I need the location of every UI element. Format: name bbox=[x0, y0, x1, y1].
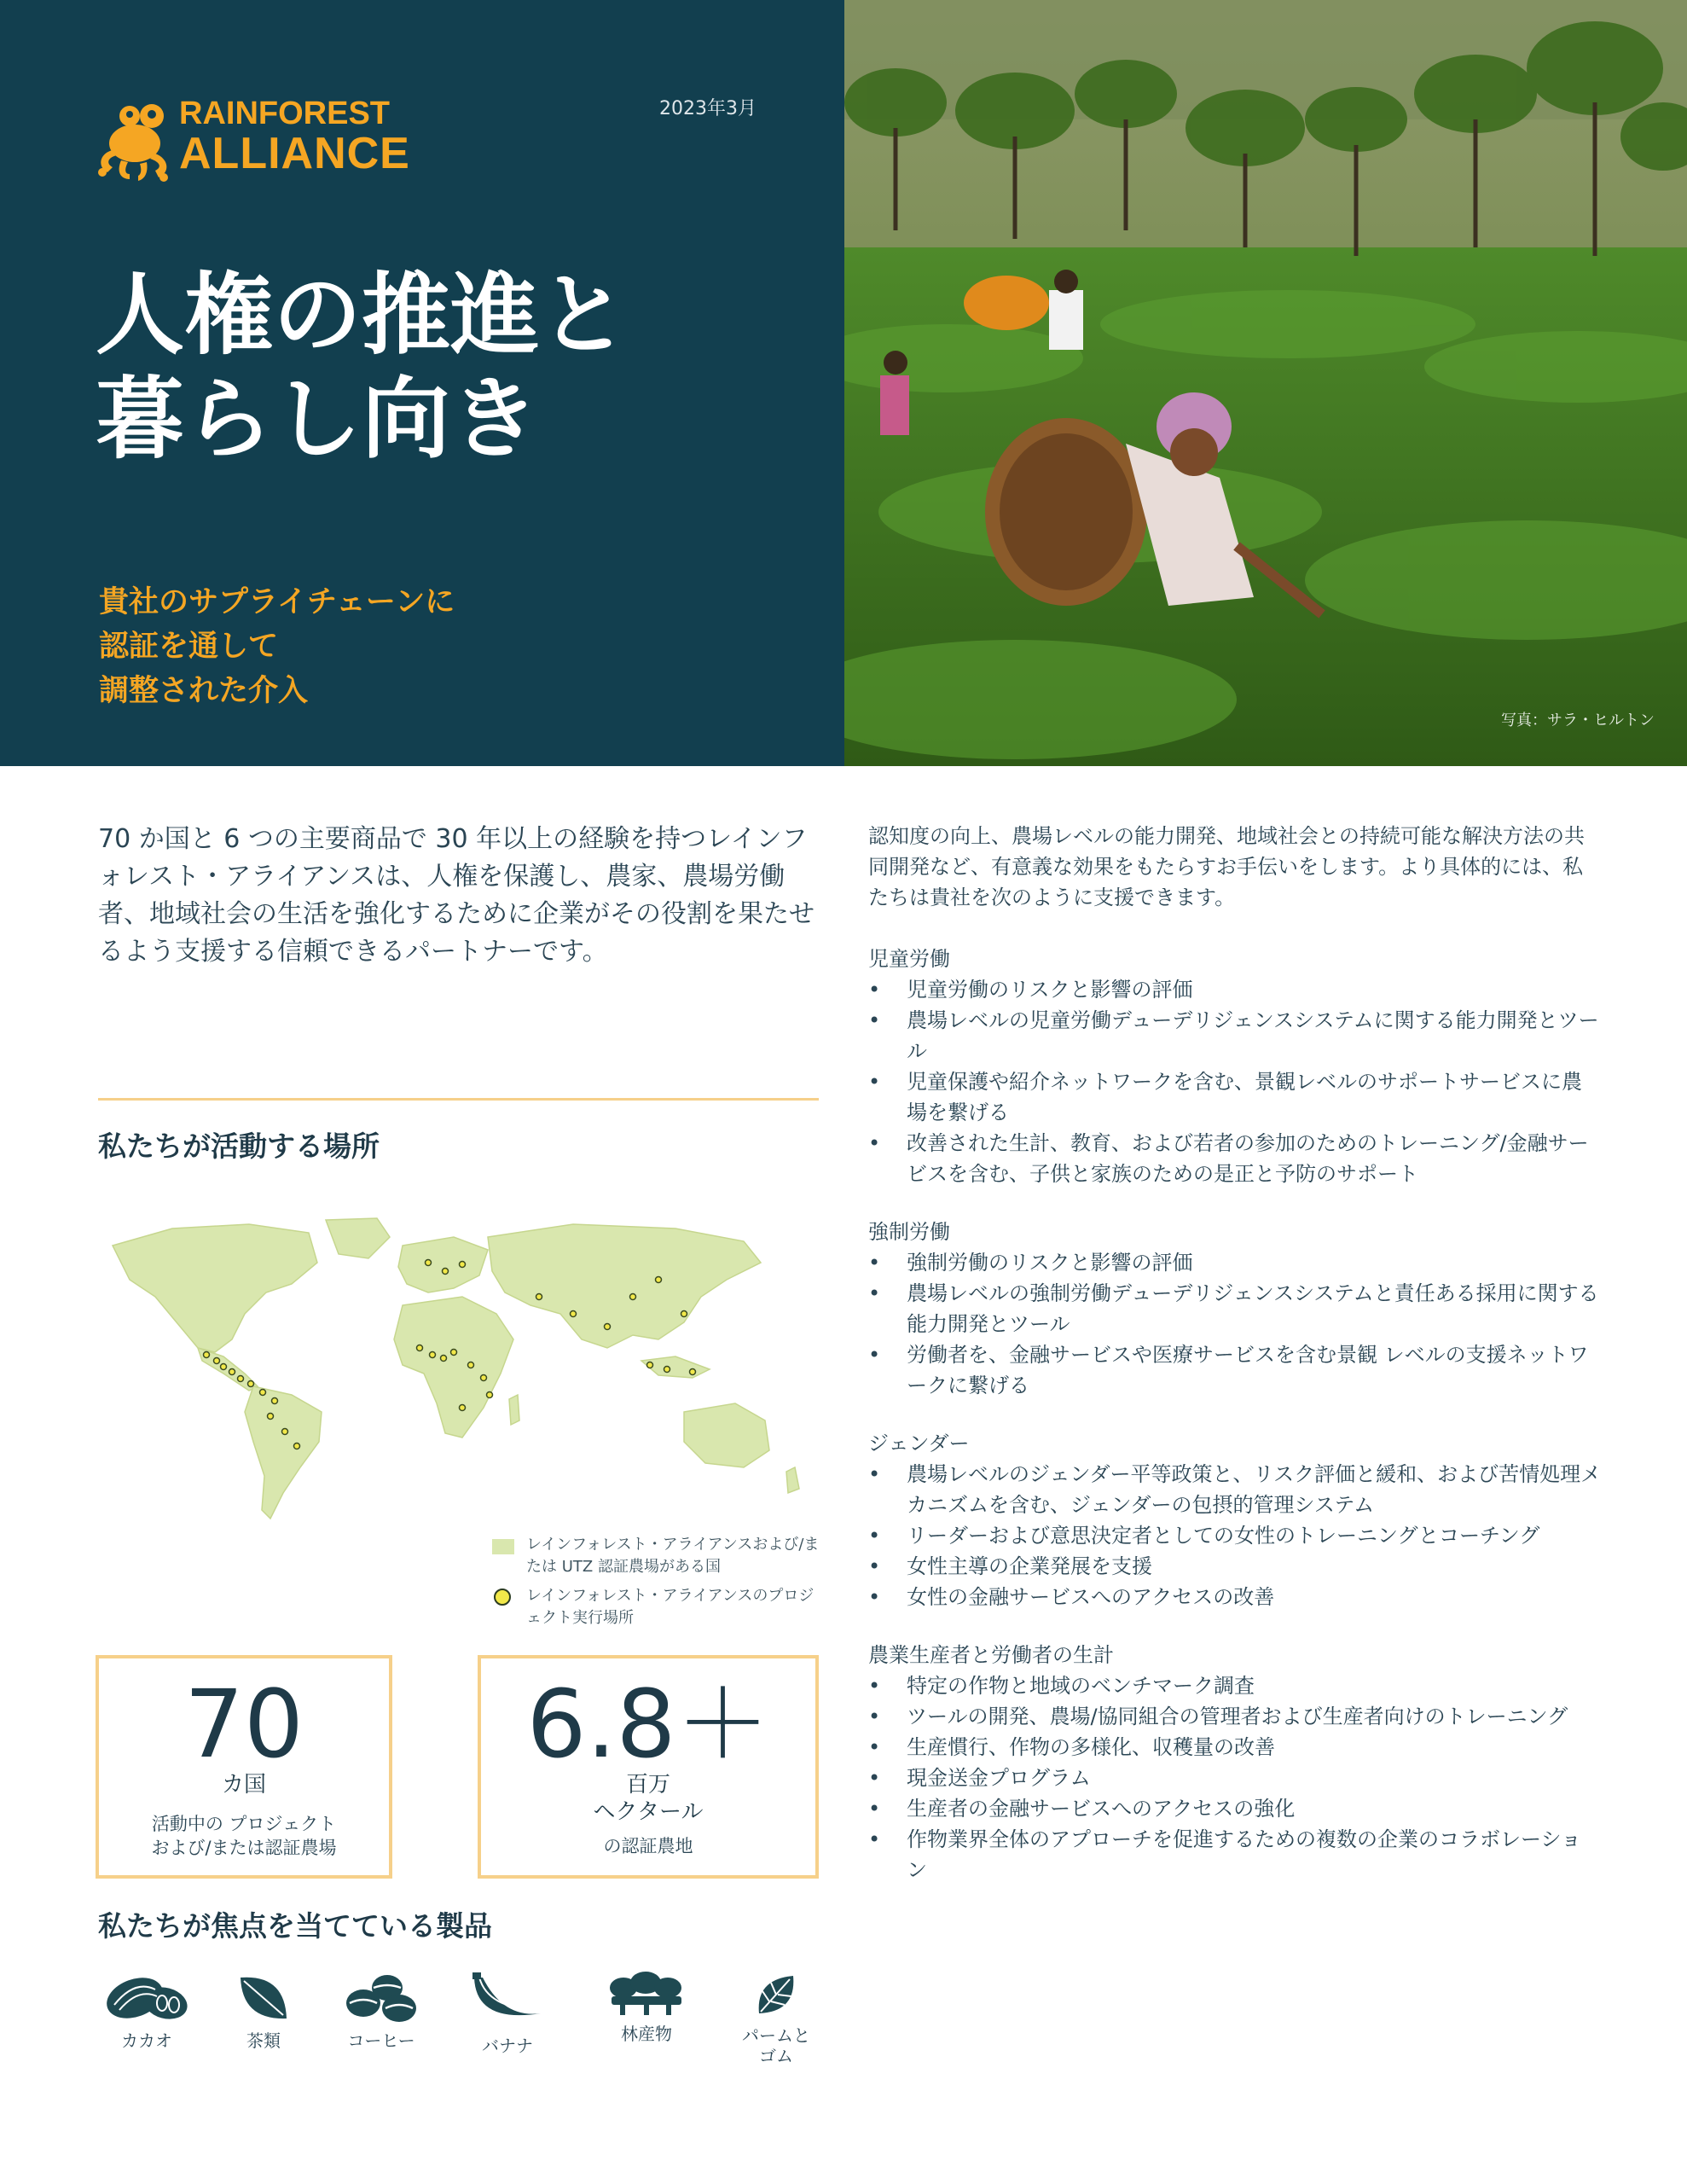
photo-credit: 写真：サラ・ヒルトン bbox=[1501, 712, 1655, 729]
bullet-list bbox=[868, 1670, 1602, 1885]
stat-description bbox=[99, 1812, 389, 1860]
tea-plantation-illustration bbox=[844, 0, 1687, 766]
products-heading: 私たちが焦点を当てている製品 bbox=[98, 1909, 492, 1943]
forest-icon bbox=[608, 1971, 685, 2018]
section-title: 強制労働 bbox=[868, 1220, 950, 1244]
coffee-bean-icon bbox=[343, 1971, 420, 2025]
tea-leaf-icon bbox=[234, 1971, 293, 2025]
list-item: • 女性の金融サービスへのアクセスの改善 bbox=[868, 1582, 1602, 1612]
legend-item-projects bbox=[490, 1585, 823, 1629]
product-item-cacao bbox=[96, 1971, 198, 2051]
map-heading: 私たちが活動する場所 bbox=[98, 1130, 380, 1163]
product-label: カカオ bbox=[121, 2030, 172, 2051]
logo-wordmark bbox=[179, 97, 410, 176]
cacao-icon bbox=[102, 1971, 191, 2025]
subtitle bbox=[99, 580, 455, 713]
list-item: • 特定の作物と地域のベンチマーク調査 bbox=[868, 1670, 1602, 1701]
section-title: 農業生産者と労働者の生計 bbox=[868, 1643, 1114, 1667]
section-title: 児童労働 bbox=[868, 947, 950, 971]
stat-description: の認証農地 bbox=[603, 1836, 693, 1856]
product-item-coffee bbox=[330, 1971, 432, 2051]
stat-desc-line2: および/または認証農場 bbox=[151, 1838, 337, 1858]
bullet-list bbox=[868, 1247, 1602, 1401]
product-label: コーヒー bbox=[347, 2030, 415, 2051]
product-label: 林産物 bbox=[621, 2024, 672, 2044]
legend-label-projects: レインフォレスト・アライアンスのプロジェクト実行場所 bbox=[526, 1587, 815, 1627]
product-item-banana bbox=[456, 1971, 559, 2056]
list-item: • 女性主導の企業発展を支援 bbox=[868, 1551, 1602, 1582]
rainforest-alliance-logo[interactable] bbox=[96, 94, 410, 188]
title-line1: 人権の推進と bbox=[96, 263, 629, 367]
logo-line2: ALLIANCE bbox=[179, 129, 410, 178]
section-forced-labour bbox=[868, 1217, 1602, 1401]
stat-desc-line1: 活動中の プロジェクト bbox=[151, 1814, 337, 1834]
legend-dot-project bbox=[494, 1589, 511, 1606]
stat-box-hectares bbox=[478, 1655, 819, 1879]
page-title bbox=[96, 263, 628, 471]
legend-swatch-land bbox=[492, 1539, 514, 1554]
list-item: • 現金送金プログラム bbox=[868, 1763, 1602, 1793]
product-label: 茶類 bbox=[246, 2030, 281, 2051]
legend-label-countries: レインフォレスト・アライアンスおよび/または UTZ 認証農場がある国 bbox=[526, 1536, 820, 1576]
section-livelihoods bbox=[868, 1640, 1602, 1885]
subtitle-line3: 調整された介入 bbox=[99, 674, 309, 708]
support-details-column bbox=[868, 821, 1602, 1913]
product-label-line1: パームと bbox=[742, 2025, 810, 2046]
section-title: ジェンダー bbox=[868, 1432, 970, 1455]
subtitle-line2: 認証を通して bbox=[99, 630, 279, 664]
hero-panel bbox=[0, 0, 844, 766]
list-item: • 生産慣行、作物の多様化、収穫量の改善 bbox=[868, 1732, 1602, 1763]
stat-box-countries bbox=[96, 1655, 392, 1879]
product-label: バナナ bbox=[482, 2036, 533, 2056]
banana-icon bbox=[469, 1971, 546, 2030]
list-item: • 改善された生計、教育、および若者の参加のためのトレーニング/金融サービスを含む、子供と家族のための是正と予防のサポート bbox=[868, 1128, 1602, 1189]
list-item: • 農場レベルのジェンダー平等政策と、リスク評価と緩和、および苦情処理メカニズムを含む、ジェンダーの包摂的管理システム bbox=[868, 1459, 1602, 1520]
subtitle-line1: 貴社のサプライチェーンに bbox=[99, 585, 455, 619]
bullet-list bbox=[868, 1459, 1602, 1612]
stat-unit-line2: ヘクタール bbox=[593, 1799, 704, 1825]
product-item-palm-rubber bbox=[725, 1971, 827, 2066]
publication-date: 2023年3月 bbox=[659, 98, 757, 119]
section-divider bbox=[98, 1098, 819, 1101]
product-item-forest bbox=[595, 1971, 698, 2044]
list-item: • 労働者を、金融サービスや医療サービスを含む景観 レベルの支援ネットワークに繋げる bbox=[868, 1339, 1602, 1401]
list-item: • 児童保護や紹介ネットワークを含む、景観レベルのサポートサービスに農場を繋げる bbox=[868, 1066, 1602, 1128]
stat-unit-line1: 百万 bbox=[625, 1772, 670, 1798]
palm-leaf-icon bbox=[751, 1971, 802, 2020]
product-item-tea bbox=[212, 1971, 315, 2051]
section-child-labour bbox=[868, 944, 1602, 1189]
list-item: • 農場レベルの児童労働デューデリジェンスシステムに関する能力開発とツール bbox=[868, 1005, 1602, 1066]
legend-item-countries bbox=[490, 1534, 823, 1578]
list-item: • 生産者の金融サービスへのアクセスの強化 bbox=[868, 1793, 1602, 1824]
list-item: • ツールの開発、農場/協同組合の管理者および生産者向けのトレーニング bbox=[868, 1701, 1602, 1732]
world-map-svg bbox=[96, 1211, 820, 1531]
frog-icon bbox=[96, 94, 177, 183]
list-item: • 作物業界全体のアプローチを促進するための複数の企業のコラボレーション bbox=[868, 1824, 1602, 1885]
hero-photo-tea-plantation bbox=[844, 0, 1687, 766]
logo-line1: RAINFOREST bbox=[179, 96, 390, 131]
bullet-list bbox=[868, 974, 1602, 1189]
product-label-line2: ゴム bbox=[759, 2046, 793, 2066]
stat-number: 6.8＋ bbox=[526, 1670, 770, 1779]
support-intro: 認知度の向上、農場レベルの能力開発、地域社会との持続可能な解決方法の共同開発など、有意義な効果をもたらすお手伝いをします。より具体的には、私たちは貴社を次のように支援できます。 bbox=[868, 824, 1585, 909]
list-item: • 強制労働のリスクと影響の評価 bbox=[868, 1247, 1602, 1278]
stat-number: 70 bbox=[184, 1670, 304, 1779]
section-gender bbox=[868, 1428, 1602, 1612]
list-item: • 児童労働のリスクと影響の評価 bbox=[868, 974, 1602, 1005]
map-legend bbox=[490, 1534, 823, 1636]
list-item: • 農場レベルの強制労働デューデリジェンスシステムと責任ある採用に関する能力開発とツール bbox=[868, 1278, 1602, 1339]
title-line2: 暮らし向き bbox=[96, 367, 540, 471]
product-list bbox=[96, 1971, 829, 2073]
stat-unit: カ国 bbox=[221, 1772, 266, 1798]
world-map bbox=[96, 1211, 820, 1531]
list-item: • リーダーおよび意思決定者としての女性のトレーニングとコーチング bbox=[868, 1520, 1602, 1551]
intro-paragraph: 70 か国と 6 つの主要商品で 30 年以上の経験を持つレインフォレスト・アライアンスは、人権を保護し、農家、農場労働者、地域社会の生活を強化するために企業がその役割を果たせるよう支援する信頼できるパートナーです。 bbox=[98, 824, 815, 967]
